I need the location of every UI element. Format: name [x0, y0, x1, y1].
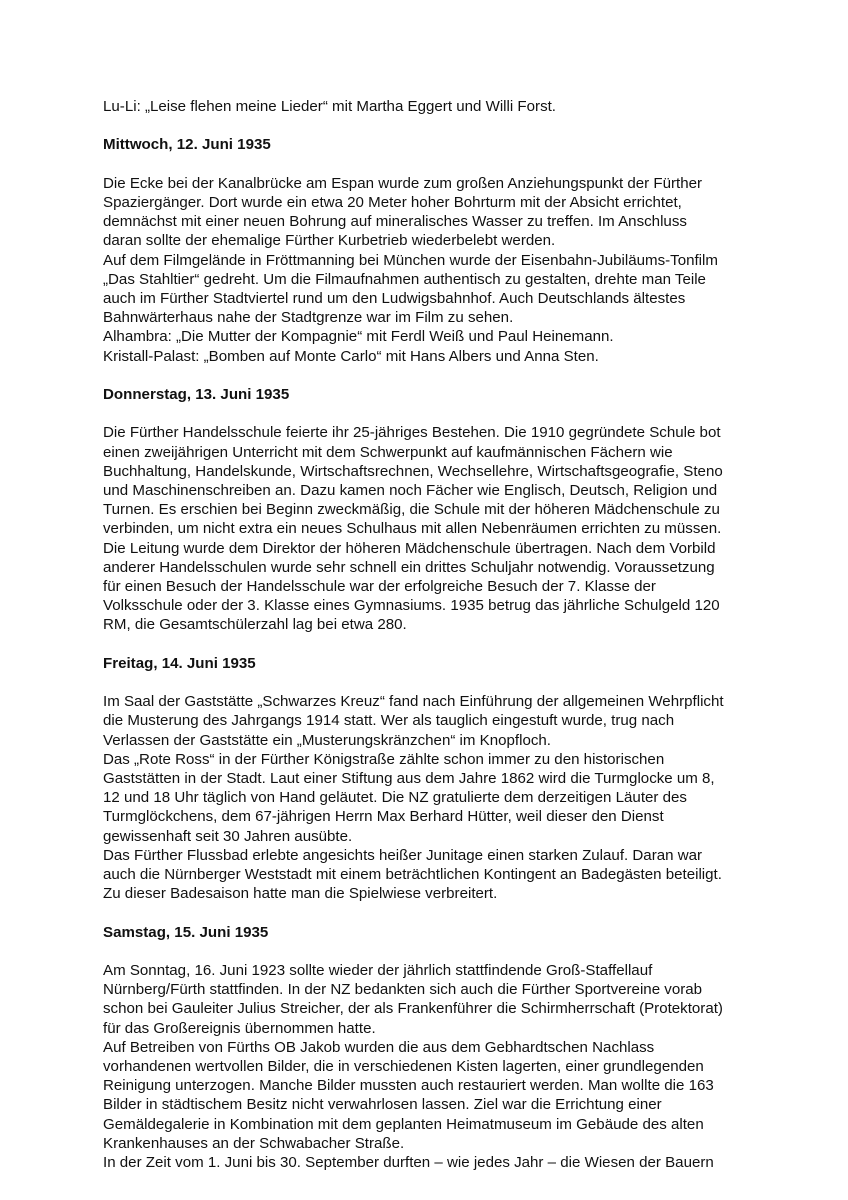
text-line: Auf dem Filmgelände in Fröttmanning bei München wurde der Eisenbahn-Jubiläums-Tonfilm — [103, 251, 718, 269]
text-line: auch im Fürther Stadtviertel rund um den Ludwigsbahnhof. Auch Deutschlands ältestes — [103, 290, 686, 307]
text-line: die Musterung des Jahrgangs 1914 statt. Wer als tauglich eingestuft wurde, trug nach — [103, 712, 675, 730]
document-page — [103, 97, 803, 1172]
text-line: daran sollte der ehemalige Fürther Kurbetrieb wiederbelebt werden. — [103, 232, 556, 250]
text-line: Gaststätten in der Stadt. Laut einer Stiftung aus dem Jahre 1862 wird die Turmglocke um 8, — [103, 770, 715, 788]
text-line: Zu dieser Badesaison hatte man die Spielwiese verbreitert. — [103, 885, 498, 903]
text-line: Turnen. Es erschien bei Beginn zweckmäßig, die Schule mit der höheren Mädchenschule zu — [103, 501, 720, 519]
date-heading: Samstag, 15. Juni 1935 — [103, 923, 269, 941]
entry-body — [103, 423, 803, 634]
text-line: Die Ecke bei der Kanalbrücke am Espan wurde zum großen Anziehungspunkt der Fürther — [103, 174, 703, 192]
text-line: Verlassen der Gaststätte ein „Musterungskränzchen“ im Knopfloch. — [103, 731, 551, 749]
text-line: Kristall-Palast: „Bomben auf Monte Carlo“ mit Hans Albers und Anna Sten. — [103, 347, 599, 365]
entry-thursday — [103, 385, 803, 635]
spacer — [103, 366, 803, 385]
text-line: demnächst mit einer neuen Bohrung auf mineralisches Wasser zu treffen. Im Anschluss — [103, 213, 687, 231]
spacer — [103, 903, 803, 922]
text-line: und Maschinenschreiben an. Dazu kamen noch Fächer wie Englisch, Deutsch, Religion und — [103, 482, 718, 499]
text-line: anderer Handelsschulen wurde sehr schnell ein drittes Schuljahr notwendig. Voraussetzung — [103, 558, 715, 576]
text-line: gewissenhaft seit 30 Jahren ausübte. — [103, 827, 353, 845]
text-line: Auf Betreiben von Fürths OB Jakob wurden die aus dem Gebhardtschen Nachlass — [103, 1038, 655, 1056]
text-line: Volksschule oder der 3. Klasse eines Gymnasiums. 1935 betrug das jährliche Schulgeld 120 — [103, 597, 720, 615]
spacer — [103, 155, 803, 174]
date-heading: Mittwoch, 12. Juni 1935 — [103, 136, 271, 154]
text-line: schon bei Gauleiter Julius Streicher, der als Frankenführer die Schirmherrschaft (Protektorat) — [103, 1000, 723, 1018]
text-line: vorhandenen wertvollen Bilder, die in verschiedenen Kisten lagerten, einer grundlegenden — [103, 1058, 704, 1076]
intro-line: Lu-Li: „Leise flehen meine Lieder“ mit Martha Eggert und Willi Forst. — [103, 98, 557, 115]
text-line: „Das Stahltier“ gedreht. Um die Filmaufnahmen authentisch zu gestalten, drehte man Teile — [103, 270, 706, 288]
text-line: für das Großereignis übernommen hatte. — [103, 1019, 376, 1037]
entry-saturday — [103, 923, 803, 1173]
spacer — [103, 404, 803, 423]
text-line: auch die Nürnberger Weststadt mit einem beträchtlichen Kontingent an Badegästen beteiligt. — [103, 866, 722, 884]
spacer — [103, 673, 803, 692]
text-line: verbinden, um nicht extra ein neues Schulhaus mit allen Nebenräumen errichten zu müssen. — [103, 520, 722, 538]
spacer — [103, 635, 803, 654]
text-line: Am Sonntag, 16. Juni 1923 sollte wieder der jährlich stattfindende Groß-Staffellauf — [103, 962, 653, 980]
text-line: 12 und 18 Uhr täglich von Hand geläutet. Die NZ gratulierte dem derzeitigen Läuter des — [103, 789, 687, 807]
text-line: einen zweijährigen Unterricht mit dem Schwerpunkt auf kaufmännischen Fächern wie — [103, 443, 673, 461]
spacer — [103, 116, 803, 135]
text-line: Nürnberg/Fürth stattfinden. In der NZ bedankten sich auch die Fürther Sportvereine vorab — [103, 981, 703, 999]
text-line: Bilder in städtischem Besitz nicht verwahrlosen lassen. Ziel war die Errichtung einer — [103, 1096, 662, 1114]
entry-body — [103, 174, 803, 366]
spacer — [103, 942, 803, 961]
text-line: RM, die Gesamtschülerzahl lag bei etwa 280. — [103, 616, 407, 634]
text-line: Das Fürther Flussbad erlebte angesichts heißer Junitage einen starken Zulauf. Daran war — [103, 846, 703, 864]
text-line: Im Saal der Gaststätte „Schwarzes Kreuz“ fand nach Einführung der allgemeinen Wehrpflicht — [103, 693, 724, 711]
text-line: Die Leitung wurde dem Direktor der höheren Mädchenschule übertragen. Nach dem Vorbild — [103, 539, 716, 557]
text-line: Gemäldegalerie in Kombination mit dem geplanten Heimatmuseum im Gebäude des alten — [103, 1115, 704, 1133]
entry-body — [103, 692, 803, 903]
text-line: Das „Rote Ross“ in der Fürther Königstraße zählte schon immer zu den historischen — [103, 750, 665, 768]
text-line: Reinigung unterzogen. Manche Bilder mussten auch restauriert werden. Man wollte die 163 — [103, 1077, 714, 1095]
entry-wednesday — [103, 135, 803, 365]
text-line: Turmglöckchens, dem 67-jährigen Herrn Max Berhard Hütter, weil dieser den Dienst — [103, 808, 664, 826]
entry-body — [103, 961, 803, 1172]
text-line: Buchhaltung, Handelskunde, Wirtschaftsrechnen, Wechsellehre, Wirtschaftsgeografie, Steno — [103, 462, 723, 480]
text-line: Spaziergänger. Dort wurde ein etwa 20 Meter hoher Bohrturm mit der Absicht errichtet, — [103, 193, 682, 211]
date-heading: Donnerstag, 13. Juni 1935 — [103, 386, 290, 403]
text-line: Krankenhauses an der Schwabacher Straße. — [103, 1134, 405, 1152]
text-line: Alhambra: „Die Mutter der Kompagnie“ mit Ferdl Weiß und Paul Heinemann. — [103, 328, 614, 346]
date-heading: Freitag, 14. Juni 1935 — [103, 654, 256, 672]
text-line: Bahnwärterhaus nahe der Stadtgrenze war im Film zu sehen. — [103, 309, 514, 327]
text-line: In der Zeit vom 1. Juni bis 30. September durften – wie jedes Jahr – die Wiesen der Bauern — [103, 1154, 714, 1172]
text-line: für einen Besuch der Handelsschule war der erfolgreiche Besuch der 7. Klasse der — [103, 578, 656, 596]
entry-friday — [103, 654, 803, 904]
text-line: Die Fürther Handelsschule feierte ihr 25-jähriges Bestehen. Die 1910 gegründete Schule bot — [103, 424, 721, 442]
